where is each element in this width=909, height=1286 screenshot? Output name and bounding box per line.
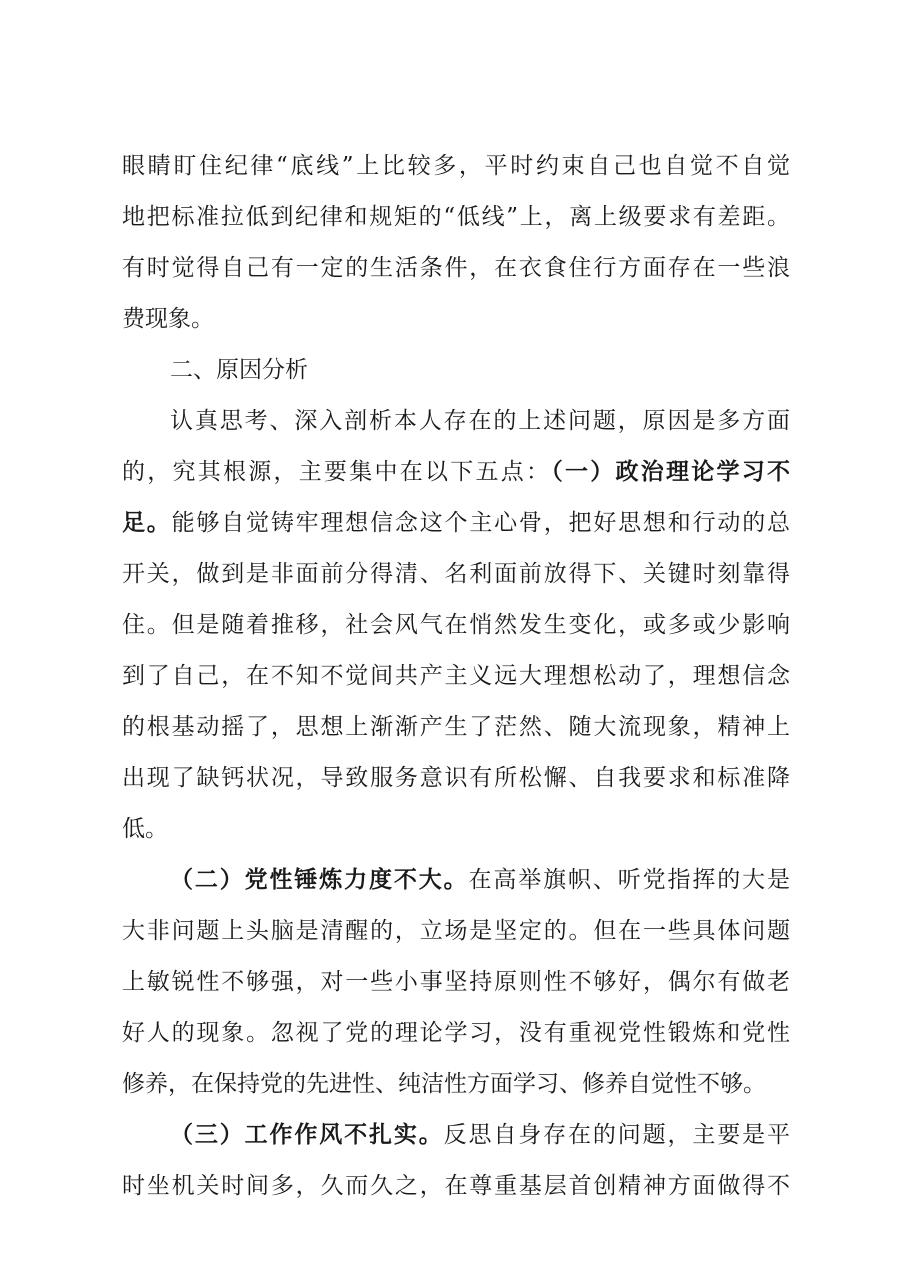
paragraph-line: 到了自己，在不知不觉间共产主义远大理想松动了，理想信念 bbox=[122, 663, 790, 689]
paragraph-line: 大非问题上头脑是清醒的，立场是坚定的。但在一些具体问题 bbox=[122, 918, 790, 944]
paragraph-line bbox=[122, 452, 790, 492]
paragraph-line: 出现了缺钙状况，导致服务意识有所松懈、自我要求和标准降 bbox=[122, 765, 790, 791]
paragraph-line: 的根基动摇了，思想上渐渐产生了茫然、随大流现象，精神上 bbox=[122, 714, 790, 740]
paragraph-line: 修养，在保持党的先进性、纯洁性方面学习、修养自觉性不够。 bbox=[122, 1071, 766, 1097]
bold-subheading: （二）党性锤炼力度不大。 bbox=[170, 866, 469, 893]
paragraph-line: 认真思考、深入剖析本人存在的上述问题，原因是多方面 bbox=[170, 408, 790, 434]
paragraph-line: 住。但是随着推移，社会风气在悄然发生变化，或多或少影响 bbox=[122, 612, 790, 638]
bold-subheading: （一）政治理论学习不 bbox=[551, 458, 790, 485]
paragraph-line: 有时觉得自己有一定的生活条件，在衣食住行方面存在一些浪 bbox=[122, 255, 790, 281]
bold-subheading: 足。 bbox=[122, 509, 172, 536]
paragraph-line: 眼睛盯住纪律“底线”上比较多，平时约束自己也自觉不自觉 bbox=[122, 153, 790, 179]
paragraph-line: 好人的现象。忽视了党的理论学习，没有重视党性锻炼和党性 bbox=[122, 1020, 790, 1046]
paragraph-line: 时坐机关时间多，久而久之，在尊重基层首创精神方面做得不 bbox=[122, 1173, 790, 1199]
section-heading: 二、原因分析 bbox=[170, 357, 308, 383]
paragraph-line: 上敏锐性不够强，对一些小事坚持原则性不够好，偶尔有做老 bbox=[122, 969, 790, 995]
paragraph-line: 地把标准拉低到纪律和规矩的“低线”上，离上级要求有差距。 bbox=[122, 204, 790, 230]
paragraph-line: 费现象。 bbox=[122, 306, 214, 332]
paragraph-line bbox=[170, 860, 790, 900]
paragraph-line: 开关，做到是非面前分得清、名利面前放得下、关键时刻靠得 bbox=[122, 561, 790, 587]
paragraph-line: 低。 bbox=[122, 816, 168, 842]
paragraph-line bbox=[170, 1115, 790, 1155]
paragraph-line bbox=[122, 503, 790, 543]
normal-text: 的，究其根源，主要集中在以下五点： bbox=[122, 459, 552, 485]
normal-text: 能够自觉铸牢理想信念这个主心骨，把好思想和行动的总 bbox=[171, 510, 791, 536]
bold-subheading: （三）工作作风不扎实。 bbox=[170, 1121, 444, 1148]
normal-text: 在高举旗帜、听党指挥的大是 bbox=[468, 867, 790, 893]
normal-text: 反思自身存在的问题，主要是平 bbox=[443, 1122, 790, 1148]
